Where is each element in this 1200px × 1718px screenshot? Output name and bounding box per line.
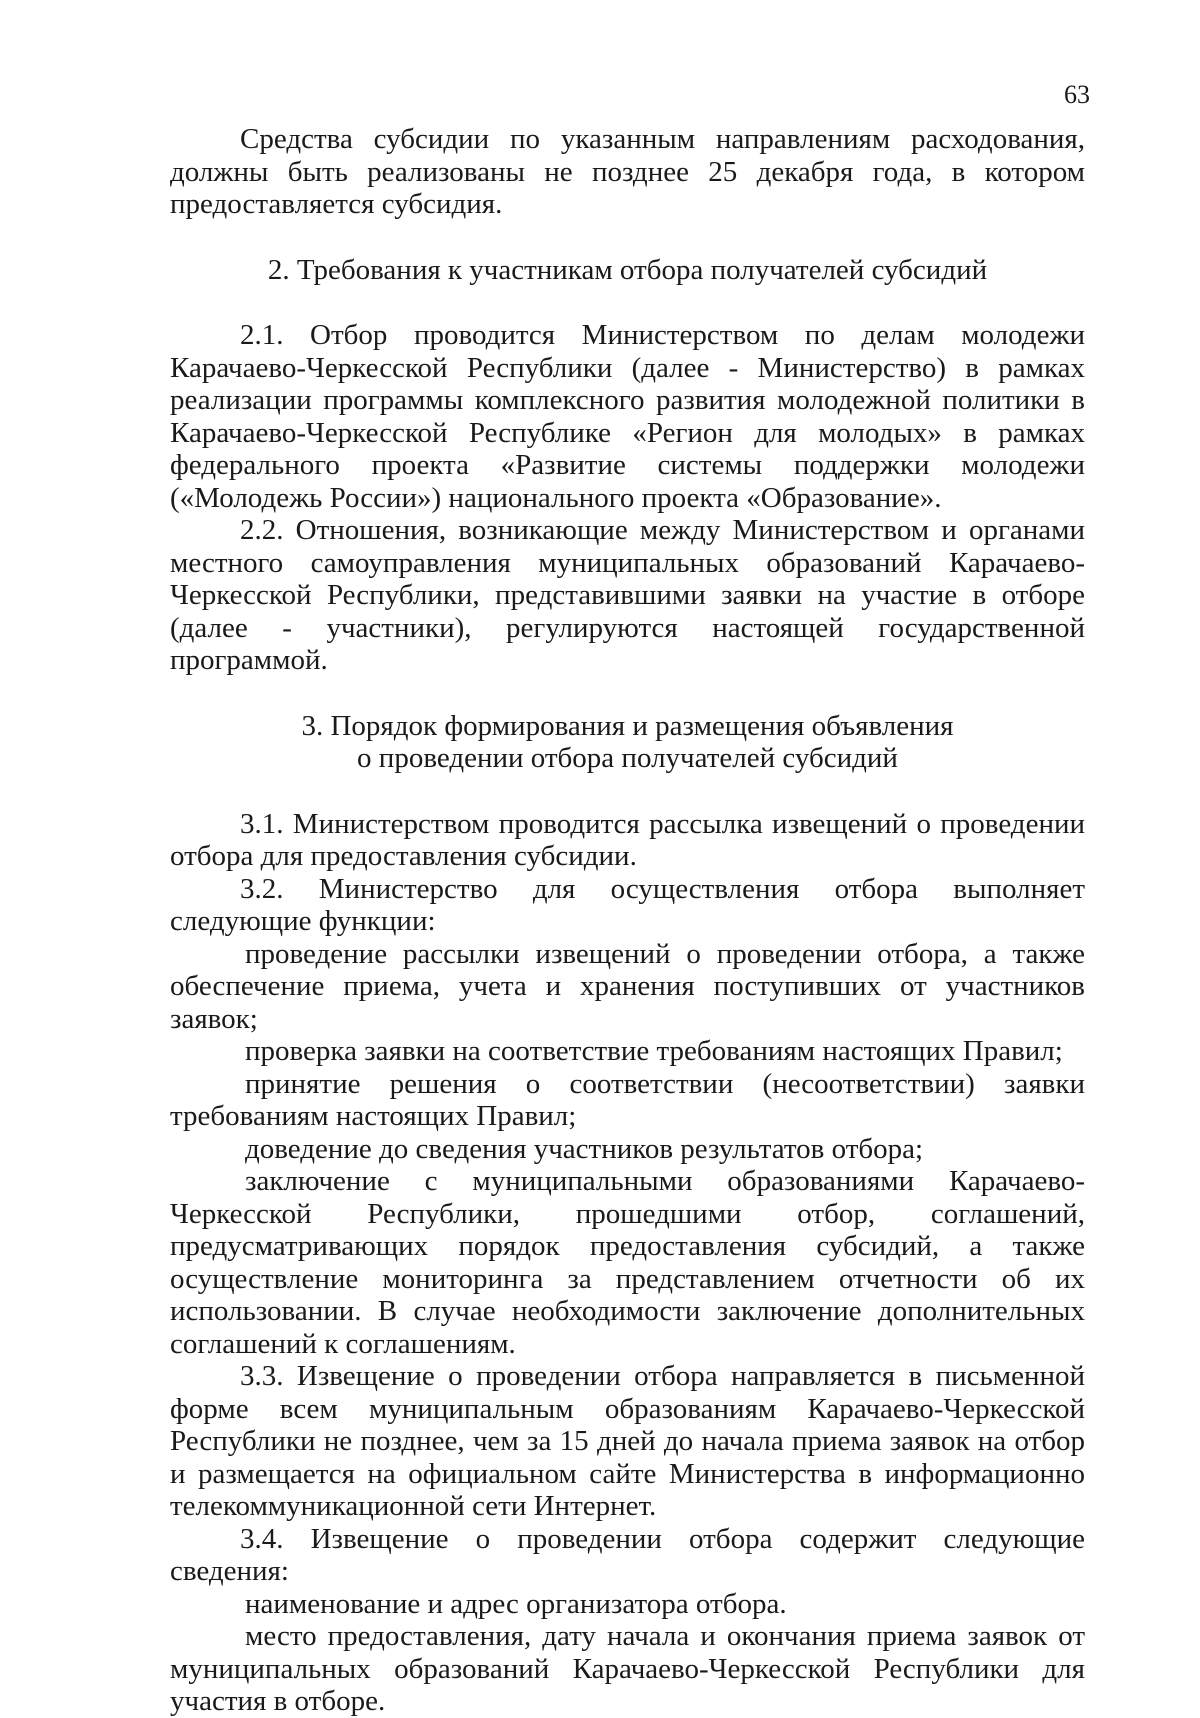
section-heading-3-line-1: 3. Порядок формирования и размещения объявления <box>301 709 954 742</box>
function-item-5: заключение с муниципальными образованиями Карачаево-Черкесской Республики, прошедшими отбор, соглашений, предусматривающих порядок предоставления субсидий, а также осуществление мониторинга за представлением отчетности об их использовании. В случае необходимости заключение дополнительных соглашений к соглашениям. <box>170 1165 1085 1360</box>
function-item-3: принятие решения о соответствии (несоответствии) заявки требованиям настоящих Правил; <box>170 1067 1085 1132</box>
spacer <box>170 286 1085 319</box>
paragraph-3-4: 3.4. Извещение о проведении отбора содержит следующие сведения: <box>170 1522 1085 1587</box>
spacer <box>170 677 1085 710</box>
paragraph-3-3: 3.3. Извещение о проведении отбора направляется в письменной форме всем муниципальным образованиям Карачаево-Черкесской Республики не позднее, чем за 15 дней до начала приема заявок на отбор и размещается на официальном сайте Министерства в информационно телекоммуникационной сети Интернет. <box>170 1360 1085 1522</box>
section-heading-3-line-2: о проведении отбора получателей субсидий <box>357 742 898 774</box>
function-item-4: доведение до сведения участников результатов отбора; <box>245 1132 924 1165</box>
function-item-2: проверка заявки на соответствие требованиям настоящих Правил; <box>245 1035 1063 1067</box>
notice-item-2: место предоставления, дату начала и окончания приема заявок от муниципальных образований Карачаево-Черкесской Республики для участия в отборе. <box>170 1620 1085 1717</box>
paragraph-subsidy-deadline: Средства субсидии по указанным направлениям расходования, должны быть реализованы не позднее 25 декабря года, в котором предоставляется субсидия. <box>170 123 1085 220</box>
page-number: 63 <box>1064 80 1090 109</box>
spacer <box>170 221 1085 254</box>
spacer <box>170 775 1085 808</box>
section-heading-2: 2. Требования к участникам отбора получателей субсидий <box>267 253 988 286</box>
paragraph-3-1: 3.1. Министерством проводится рассылка извещений о проведении отбора для предоставления субсидии. <box>170 807 1085 872</box>
paragraph-2-1: 2.1. Отбор проводится Министерством по делам молодежи Карачаево-Черкесской Республики (далее - Министерство) в рамках реализации программы комплексного развития молодежной политики в Карачаево-Черкесской Республике «Регион для молодых» в рамках федерального проекта «Развитие системы поддержки молодежи («Молодежь России») национального проекта «Образование». <box>170 319 1085 514</box>
document-body <box>170 123 1085 1718</box>
paragraph-2-2: 2.2. Отношения, возникающие между Министерством и органами местного самоуправления муниципальных образований Карачаево-Черкесской Республики, представившими заявки на участие в отборе (далее - участники), регулируются настоящей государственной программой. <box>170 514 1085 676</box>
paragraph-3-2: 3.2. Министерство для осуществления отбора выполняет следующие функции: <box>170 872 1085 937</box>
notice-item-1: наименование и адрес организатора отбора. <box>245 1587 787 1620</box>
function-item-1: проведение рассылки извещений о проведении отбора, а также обеспечение приема, учета и хранения поступивших от участников заявок; <box>170 937 1085 1035</box>
